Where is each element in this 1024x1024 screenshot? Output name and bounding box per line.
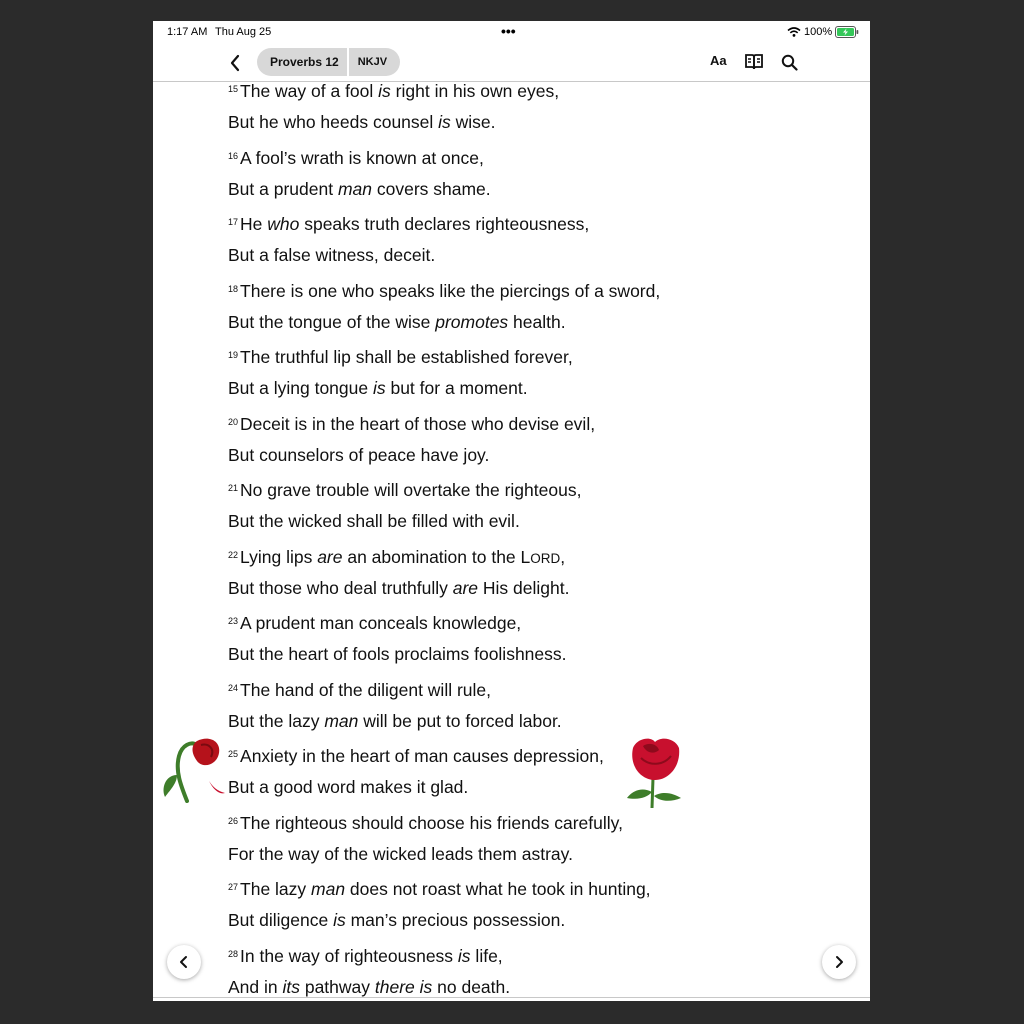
verse-continuation-line[interactable] — [228, 642, 788, 675]
verse-text-segment: But a prudent — [228, 178, 338, 199]
verse-line[interactable] — [228, 609, 788, 642]
italic-text: there is — [374, 976, 433, 997]
verse-text-segment: But the lazy — [228, 710, 325, 731]
verse-number: 18 — [228, 283, 239, 294]
italic-text: man — [311, 879, 346, 899]
verse-text-segment: But diligence — [228, 910, 334, 931]
verse-continuation-line[interactable] — [228, 443, 788, 476]
verse-number: 21 — [228, 483, 239, 493]
status-date: Thu Aug 25 — [215, 26, 272, 38]
verse-text-segment: Lying lips — [240, 546, 318, 567]
verse-number: 20 — [228, 416, 239, 427]
verse-number: 26 — [228, 815, 239, 826]
verse-continuation-line[interactable] — [228, 842, 788, 875]
verse-text-segment: But those who deal truthfully — [228, 577, 453, 598]
verse-number: 17 — [228, 217, 239, 227]
verse-text-segment: But counselors of peace have joy. — [228, 444, 490, 465]
verse-text-segment: man’s precious possession. — [345, 910, 566, 931]
verse-text — [228, 77, 788, 1001]
verse-number: 27 — [228, 882, 239, 892]
verse-text-segment: but for a moment. — [385, 378, 528, 399]
verse-text-segment: But the wicked shall be filled with evil. — [228, 511, 520, 532]
verse-text-segment: No grave trouble will overtake the righteous, — [240, 480, 582, 500]
verse-text-segment: But the heart of fools proclaims foolishness. — [228, 644, 567, 665]
verse-text-segment: wise. — [450, 112, 496, 133]
previous-chapter-button[interactable] — [167, 945, 201, 979]
italic-text: is — [457, 945, 471, 966]
verse-number: 25 — [228, 749, 239, 759]
verse-line[interactable] — [228, 476, 788, 509]
verse-text-segment: Deceit is in the heart of those who devise evil, — [240, 413, 596, 434]
verse-text-segment: covers shame. — [372, 178, 491, 199]
verse-text-segment: an abomination to the — [342, 546, 521, 567]
verse-text-segment: A fool’s wrath is known at once, — [240, 147, 484, 168]
verse-number: 24 — [228, 682, 239, 693]
verse-text-segment: But a false witness, deceit. — [228, 245, 436, 266]
search-icon[interactable] — [781, 54, 798, 71]
italic-text: is — [333, 910, 346, 931]
verse-line[interactable] — [228, 343, 788, 376]
verse-continuation-line[interactable] — [228, 509, 788, 542]
wilted-rose-icon — [157, 731, 225, 803]
verse-continuation-line[interactable] — [228, 376, 788, 409]
verse-text-segment: For the way of the wicked leads them astray. — [228, 843, 573, 864]
italic-text: are — [317, 546, 343, 567]
battery-charging-icon — [835, 26, 859, 38]
verse-text-segment: The hand of the diligent will rule, — [240, 679, 491, 700]
verse-number: 22 — [228, 549, 239, 560]
battery-percentage: 100% — [804, 26, 833, 38]
verse-text-segment: Anxiety in the heart of man causes depression, — [240, 746, 604, 766]
italic-text: is — [378, 81, 391, 101]
verse-continuation-line[interactable] — [228, 709, 788, 742]
red-rose-icon — [621, 736, 685, 808]
verse-continuation-line[interactable] — [228, 310, 788, 343]
verse-continuation-line[interactable] — [228, 775, 788, 808]
reader-screen — [153, 21, 870, 1001]
verse-number: 15 — [228, 84, 239, 94]
italic-text: is — [438, 112, 451, 133]
wifi-icon — [787, 27, 801, 37]
status-time: 1:17 AM — [167, 26, 208, 38]
chevron-left-icon — [225, 52, 247, 74]
font-settings-button[interactable]: Aa — [710, 53, 727, 68]
italic-text: promotes — [435, 311, 509, 332]
italic-text: who — [267, 214, 300, 234]
passage-selector — [257, 48, 400, 76]
verse-text-segment: speaks truth declares righteousness, — [299, 214, 590, 234]
italic-text: is — [372, 378, 386, 399]
verse-continuation-line[interactable] — [228, 908, 788, 941]
verse-text-segment: pathway — [299, 976, 375, 997]
next-chapter-button[interactable] — [822, 945, 856, 979]
verse-text-segment: does not roast what he took in hunting, — [345, 879, 651, 899]
verse-text-segment: In the way of righteousness — [240, 945, 458, 966]
version-button[interactable]: NKJV — [357, 56, 388, 68]
verse-text-segment: There is one who speaks like the piercings of a sword, — [240, 280, 661, 301]
verse-text-segment: But he who heeds counsel — [228, 112, 439, 133]
verse-text-segment: But a good word makes it glad. — [228, 777, 469, 798]
italic-text: its — [282, 976, 300, 997]
verse-text-segment: life, — [470, 945, 503, 966]
italic-text: man — [324, 710, 359, 731]
verse-continuation-line[interactable] — [228, 110, 788, 143]
verse-text-segment: A prudent man conceals knowledge, — [240, 613, 522, 633]
verse-continuation-line[interactable] — [228, 576, 788, 609]
italic-text: are — [452, 577, 479, 598]
verse-number: 19 — [228, 350, 239, 360]
verse-text-segment: The righteous should choose his friends carefully, — [240, 812, 623, 833]
multitasking-dots-icon[interactable]: ••• — [501, 23, 516, 39]
chevron-left-icon — [177, 955, 191, 969]
verse-line[interactable] — [228, 676, 788, 709]
verse-continuation-line[interactable] — [228, 177, 788, 210]
back-button[interactable] — [225, 52, 247, 74]
verse-text-segment: , — [560, 546, 566, 567]
verse-text-segment: ORD — [530, 550, 561, 566]
verse-number: 23 — [228, 616, 239, 626]
verse-line[interactable] — [228, 543, 788, 576]
verse-text-segment: But a lying tongue — [228, 378, 373, 399]
verse-continuation-line[interactable] — [228, 243, 788, 276]
chevron-right-icon — [832, 955, 846, 969]
verse-text-segment: The way of a fool — [240, 81, 379, 101]
verse-number: 28 — [228, 948, 239, 959]
verse-text-segment: His delight. — [478, 577, 570, 598]
verse-text-segment: The lazy — [240, 879, 312, 899]
verse-text-segment: The truthful lip shall be established forever, — [240, 347, 573, 367]
verse-line[interactable] — [228, 144, 788, 177]
verse-text-segment: L — [520, 546, 531, 567]
verse-line[interactable] — [228, 942, 788, 975]
verse-line[interactable] — [228, 875, 788, 908]
verse-line[interactable] — [228, 77, 788, 110]
bottom-divider — [153, 997, 870, 998]
verse-text-segment: no death. — [432, 976, 511, 997]
verse-line[interactable] — [228, 742, 788, 775]
verse-line[interactable] — [228, 809, 788, 842]
book-icon[interactable] — [744, 53, 764, 71]
verse-text-segment: But the tongue of the wise — [228, 311, 436, 332]
verse-line[interactable] — [228, 277, 788, 310]
book-chapter-button[interactable]: Proverbs 12 — [257, 48, 349, 76]
status-bar — [153, 21, 870, 43]
verse-text-segment: And in — [228, 976, 283, 997]
italic-text: man — [337, 178, 372, 199]
verse-text-segment: right in his own eyes, — [390, 81, 560, 101]
verse-text-segment: He — [240, 214, 268, 234]
verse-number: 16 — [228, 150, 239, 161]
verse-line[interactable] — [228, 210, 788, 243]
verse-line[interactable] — [228, 410, 788, 443]
verse-text-segment: health. — [508, 311, 566, 332]
verse-text-segment: will be put to forced labor. — [358, 710, 562, 731]
